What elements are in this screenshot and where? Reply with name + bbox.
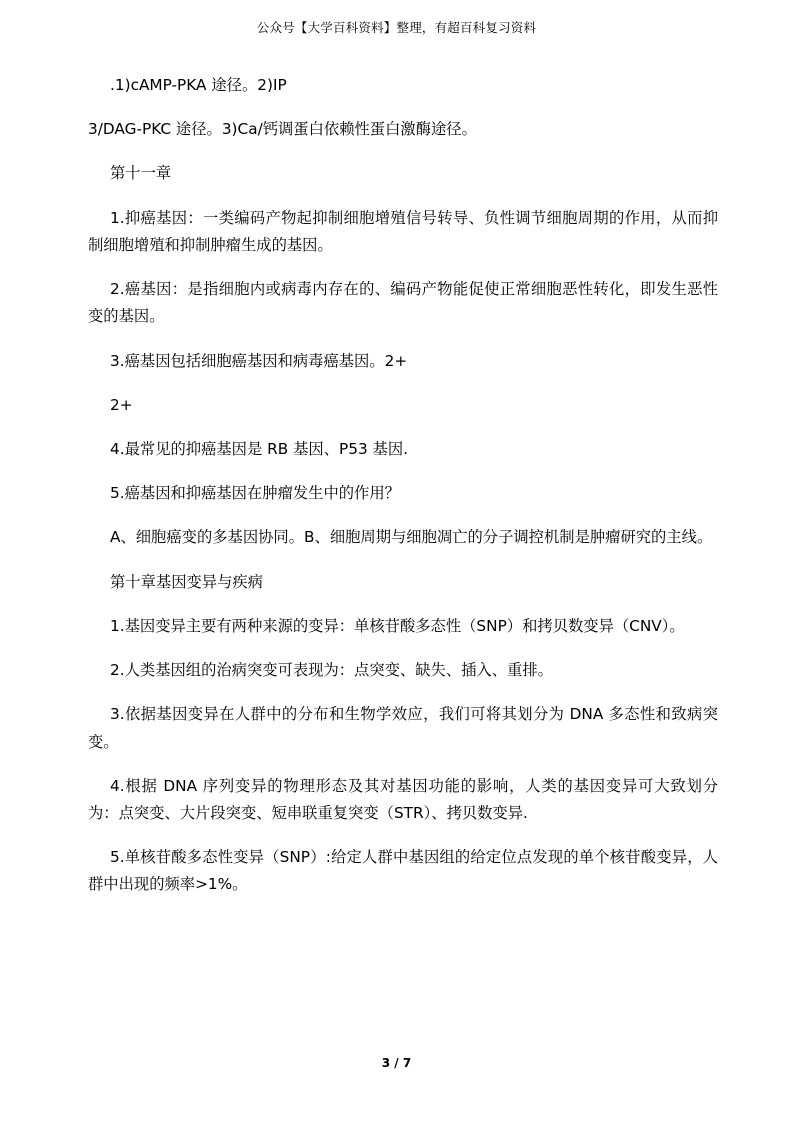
paragraph: 1.抑癌基因：一类编码产物起抑制细胞增殖信号转导、负性调节细胞周期的作用，从而抑制细胞增殖和抑制肿瘤生成的基因。	[88, 208, 718, 254]
paragraph: 3.依据基因变异在人群中的分布和生物学效应，我们可将其划分为 DNA 多态性和致病突变。	[88, 705, 718, 751]
paragraph: 2+	[110, 395, 133, 414]
document-body	[88, 72, 718, 916]
section-heading: 第十一章	[110, 164, 172, 183]
paragraph: 4.最常见的抑癌基因是 RB 基因、P53 基因.	[110, 439, 409, 458]
paragraph: 5.癌基因和抑癌基因在肿瘤发生中的作用？	[110, 484, 400, 503]
paragraph: 3.癌基因包括细胞癌基因和病毒癌基因。2+	[110, 351, 408, 370]
paragraph: 1.基因变异主要有两种来源的变异：单核苷酸多态性（SNP）和拷贝数变异（CNV）。	[110, 616, 685, 635]
paragraph: A、细胞癌变的多基因协同。B、细胞周期与细胞凋亡的分子调控机制是肿瘤研究的主线。	[110, 528, 713, 547]
page-header-watermark: 公众号【大学百科资料】整理，有超百科复习资料	[256, 20, 537, 35]
page-number: 3 / 7	[381, 1056, 412, 1070]
paragraph: .1)cAMP-PKA 途径。2)IP	[110, 76, 287, 94]
paragraph: 5.单核苷酸多态性变异（SNP）:给定人群中基因组的给定位点发现的单个核苷酸变异，人群中出现的频率>1%。	[88, 848, 718, 894]
section-heading: 第十章基因变异与疾病	[110, 572, 263, 591]
paragraph: 3/DAG-PKC 途径。3)Ca/钙调蛋白依赖性蛋白激酶途径。	[88, 120, 477, 139]
paragraph: 2.癌基因：是指细胞内或病毒内存在的、编码产物能促使正常细胞恶性转化，即发生恶性变的基因。	[88, 280, 718, 326]
paragraph: 2.人类基因组的治病突变可表现为：点突变、缺失、插入、重排。	[110, 661, 553, 680]
paragraph: 4.根据 DNA 序列变异的物理形态及其对基因功能的影响，人类的基因变异可大致划分为：点突变、大片段突变、短串联重复突变（STR）、拷贝数变异.	[88, 776, 718, 822]
